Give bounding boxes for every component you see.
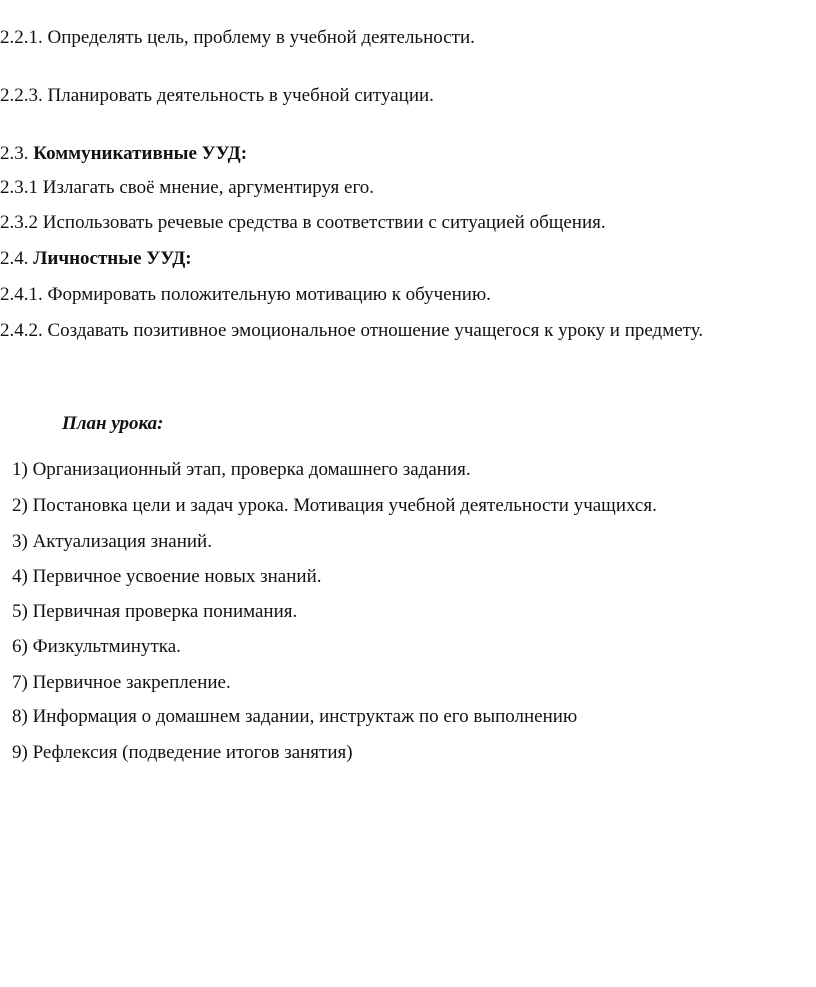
goal-item-2-2-1: 2.2.1. Определять цель, проблему в учебной деятельности. (0, 27, 475, 48)
plan-item: 5) Первичная проверка понимания. (12, 601, 298, 622)
plan-heading: План урока: (62, 413, 164, 434)
section-number: 2.4. (0, 248, 34, 269)
section-heading-personal (0, 248, 192, 270)
plan-item: 9) Рефлексия (подведение итогов занятия) (12, 742, 353, 763)
goal-item-2-4-2: 2.4.2. Создавать позитивное эмоциональное отношение учащегося к уроку и предмету. (0, 320, 704, 341)
section-heading-communicative (0, 143, 247, 165)
plan-item: 8) Информация о домашнем задании, инструктаж по его выполнению (12, 706, 578, 727)
section-title: Личностные УУД: (33, 248, 192, 269)
goal-item-2-3-2: 2.3.2 Использовать речевые средства в соответствии с ситуацией общения. (0, 212, 606, 233)
plan-item: 6) Физкультминутка. (12, 636, 181, 657)
plan-item: 4) Первичное усвоение новых знаний. (12, 566, 322, 587)
goal-item-2-4-1: 2.4.1. Формировать положительную мотивацию к обучению. (0, 284, 491, 305)
section-title: Коммуникативные УУД: (33, 143, 248, 164)
goal-item-2-2-3: 2.2.3. Планировать деятельность в учебной ситуации. (0, 85, 434, 106)
goal-item-2-3-1: 2.3.1 Излагать своё мнение, аргументируя его. (0, 177, 375, 198)
plan-item: 7) Первичное закрепление. (12, 672, 231, 693)
plan-item: 2) Постановка цели и задач урока. Мотивация учебной деятельности учащихся. (12, 495, 657, 516)
section-number: 2.3. (0, 143, 34, 164)
plan-item: 3) Актуализация знаний. (12, 531, 212, 552)
plan-item: 1) Организационный этап, проверка домашнего задания. (12, 459, 471, 480)
